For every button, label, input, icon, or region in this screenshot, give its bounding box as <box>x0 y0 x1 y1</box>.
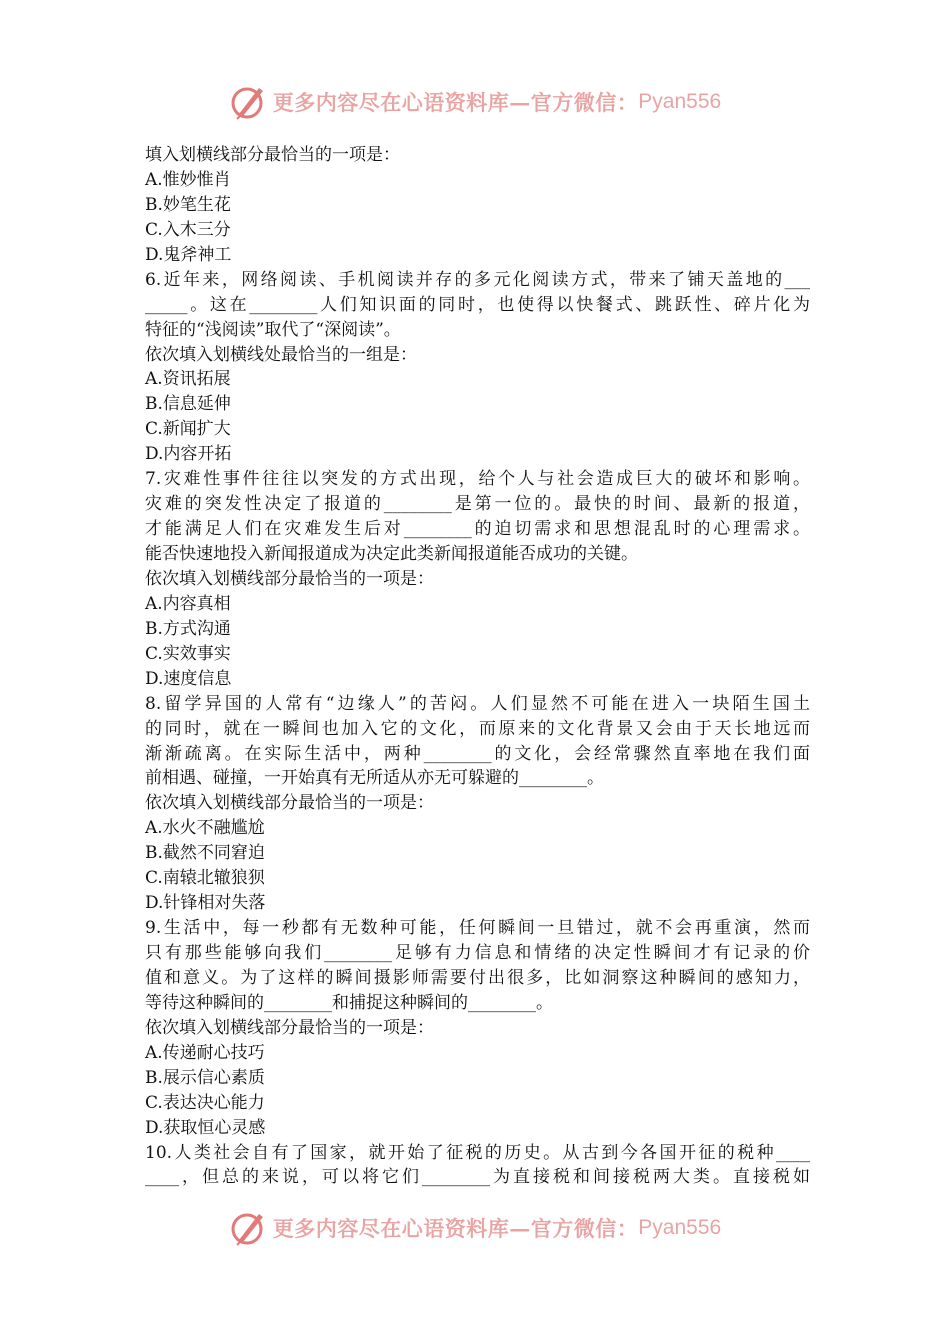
text-line: C.入木三分 <box>145 219 231 240</box>
text-line: A.惟妙惟肖 <box>145 169 231 190</box>
text-line: A.资讯拓展 <box>145 369 231 390</box>
text-line: 等待这种瞬间的________和捕捉这种瞬间的________。 <box>145 992 553 1013</box>
text-line: 依次填入划横线处最恰当的一组是： <box>145 344 417 365</box>
text-line: 能否快速地投入新闻报道成为决定此类新闻报道能否成功的关键。 <box>145 544 638 564</box>
text-line: 填入划横线部分最恰当的一项是： <box>145 145 400 165</box>
text-line: 依次填入划横线部分最恰当的一项是： <box>145 1017 434 1038</box>
text-line: B.信息延伸 <box>145 394 231 415</box>
footer-watermark <box>0 1206 950 1250</box>
text-line: B.截然不同窘迫 <box>145 843 265 864</box>
text-line: 7.灾难性事件往往以突发的方式出现，给个人与社会造成巨大的破坏和影响。 <box>145 469 810 490</box>
text-line: 渐渐疏离。在实际生活中，两种________的文化，会经常骤然直率地在我们面 <box>145 743 810 764</box>
text-line: C.新闻扩大 <box>145 419 231 440</box>
watermark-wechat-id: Pyan556 <box>638 1216 722 1239</box>
quill-logo-icon <box>229 82 269 122</box>
text-line: D.获取恒心灵感 <box>145 1117 266 1138</box>
text-line: B.展示信心素质 <box>145 1067 265 1088</box>
text-line: B.妙笔生花 <box>145 194 231 215</box>
text-line: 的同时，就在一瞬间也加入它的文化，而原来的文化背景又会由于天长地远而 <box>145 718 810 739</box>
text-line: C.实效事实 <box>145 643 231 664</box>
text-line: D.速度信息 <box>145 668 232 689</box>
quill-logo-icon <box>229 1208 269 1248</box>
watermark-text: 更多内容尽在心语资料库—官方微信： <box>272 1216 639 1241</box>
text-line: 灾难的突发性决定了报道的________是第一位的。最快的时间、最新的报道， <box>145 494 810 515</box>
text-line: A.内容真相 <box>145 593 231 614</box>
watermark-wechat-id: Pyan556 <box>638 90 722 113</box>
text-line: C.南辕北辙狼狈 <box>145 868 265 889</box>
text-line: 特征的“浅阅读”取代了“深阅读”。 <box>145 319 401 340</box>
text-line: C.表达决心能力 <box>145 1092 265 1113</box>
text-line: 才能满足人们在灾难发生后对________的迫切需求和思想混乱时的心理需求。 <box>145 519 810 540</box>
text-line: D.鬼斧神工 <box>145 244 232 265</box>
text-line: A.传递耐心技巧 <box>145 1042 265 1063</box>
text-line: 依次填入划横线部分最恰当的一项是： <box>145 568 434 589</box>
watermark-text: 更多内容尽在心语资料库—官方微信： <box>272 90 639 115</box>
text-line: A.水火不融尴尬 <box>145 818 265 839</box>
header-watermark <box>0 80 950 124</box>
text-line: 8.留学异国的人常有“边缘人”的苦闷。人们显然不可能在进入一块陌生国土 <box>145 693 810 714</box>
text-line: 9.生活中，每一秒都有无数种可能，任何瞬间一旦错过，就不会再重演，然而 <box>145 918 810 939</box>
text-line: 依次填入划横线部分最恰当的一项是： <box>145 793 434 814</box>
text-line: 前相遇、碰撞，一开始真有无所适从亦无可躲避的________。 <box>145 768 604 789</box>
text-line: 只有那些能够向我们________足够有力信息和情绪的决定性瞬间才有记录的价 <box>145 943 810 963</box>
text-line: 6.近年来，网络阅读、手机阅读并存的多元化阅读方式，带来了铺天盖地的___ <box>145 269 810 290</box>
text-line: B.方式沟通 <box>145 618 231 639</box>
text-line: ____，但总的来说，可以将它们________为直接税和间接税两大类。直接税如 <box>145 1167 810 1188</box>
text-line: D.内容开拓 <box>145 444 232 465</box>
text-line: _____。这在________人们知识面的同时，也使得以快餐式、跳跃性、碎片化为 <box>145 294 810 315</box>
text-line: 值和意义。为了这样的瞬间摄影师需要付出很多，比如洞察这种瞬间的感知力， <box>145 967 810 988</box>
document-body <box>145 143 810 1190</box>
text-line: 10.人类社会自有了国家，就开始了征税的历史。从古到今各国开征的税种____ <box>145 1142 810 1163</box>
text-line: D.针锋相对失落 <box>145 893 266 914</box>
